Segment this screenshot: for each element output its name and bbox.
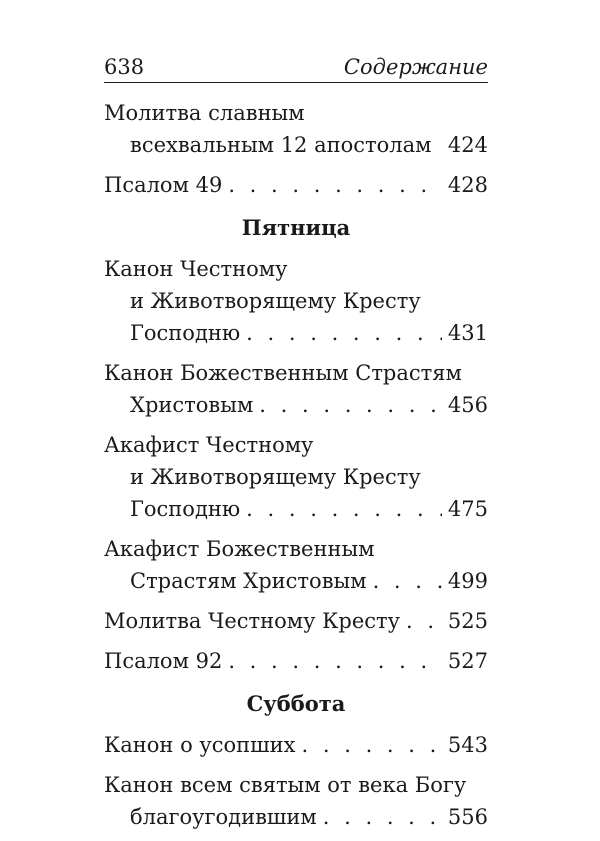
toc-page-number: 424	[447, 133, 488, 157]
toc-entry	[104, 605, 488, 637]
toc-entry-title: Господню	[130, 321, 241, 345]
toc-entry-title: Псалом 92	[104, 649, 223, 673]
dot-leader	[228, 645, 442, 677]
toc-page-number: 525	[447, 609, 488, 633]
toc-entry-title: всехвальным 12 апостолам	[130, 133, 432, 157]
toc-entry-last-line	[104, 729, 488, 761]
toc-page-number: 431	[447, 321, 488, 345]
toc-entry-title: Господню	[130, 497, 241, 521]
toc-entry	[104, 645, 488, 677]
page-number: 638	[104, 55, 145, 79]
book-page	[104, 52, 488, 841]
toc-entry-title: Молитва Честному Кресту	[104, 609, 401, 633]
toc-entry-title: Христовым	[130, 393, 254, 417]
toc-entry-last-line	[104, 169, 488, 201]
toc-entry-last-line	[104, 493, 488, 525]
toc-entry-last-line	[104, 129, 488, 161]
toc-entry	[104, 769, 488, 833]
toc-entry-line: Канон Честному	[104, 257, 288, 281]
toc-entry	[104, 729, 488, 761]
section-heading: Пятница	[241, 215, 351, 240]
dot-leader	[228, 169, 442, 201]
running-title: Содержание	[343, 55, 488, 79]
toc-page-number: 556	[447, 805, 488, 829]
dot-leader	[406, 605, 442, 637]
toc-entry-title: благоугодившим	[130, 805, 317, 829]
dot-leader	[373, 565, 442, 597]
toc-entry	[104, 253, 488, 349]
toc-entry	[104, 97, 488, 161]
toc-entry-line: Канон всем святым от века Богу	[104, 773, 467, 797]
dot-leader	[246, 493, 442, 525]
toc-entry-line: Акафист Честному	[104, 433, 314, 457]
toc-page-number: 456	[447, 393, 488, 417]
toc-entry-line: и Животворящему Кресту	[130, 465, 421, 489]
toc-entry-line: Молитва славным	[104, 101, 305, 125]
section-heading: Суббота	[246, 691, 346, 716]
toc-entry-last-line	[104, 605, 488, 637]
toc-entry-title: Страстям Христовым	[130, 569, 367, 593]
toc-entry-line: Акафист Божественным	[104, 537, 375, 561]
toc-page-number: 527	[447, 649, 488, 673]
dot-leader	[246, 317, 442, 349]
dot-leader	[302, 729, 442, 761]
dot-leader	[259, 389, 442, 421]
toc-entry-line: и Животворящему Кресту	[130, 289, 421, 313]
dot-leader	[323, 801, 442, 833]
toc-entry-last-line	[104, 389, 488, 421]
toc-entry-line: Канон Божественным Страстям	[104, 361, 462, 385]
toc-entry	[104, 429, 488, 525]
toc-page-number: 499	[447, 569, 488, 593]
toc-entry-last-line	[104, 645, 488, 677]
toc-entry-last-line	[104, 801, 488, 833]
toc-page-number: 543	[447, 733, 488, 757]
toc-entry	[104, 357, 488, 421]
toc-entry-title: Псалом 49	[104, 173, 223, 197]
toc-entry-last-line	[104, 317, 488, 349]
toc-page-number: 428	[447, 173, 488, 197]
toc-entry	[104, 533, 488, 597]
table-of-contents	[104, 97, 488, 833]
toc-entry-last-line	[104, 565, 488, 597]
running-header	[104, 52, 488, 83]
toc-entry	[104, 169, 488, 201]
toc-entry-title: Канон о усопших	[104, 733, 296, 757]
toc-page-number: 475	[447, 497, 488, 521]
